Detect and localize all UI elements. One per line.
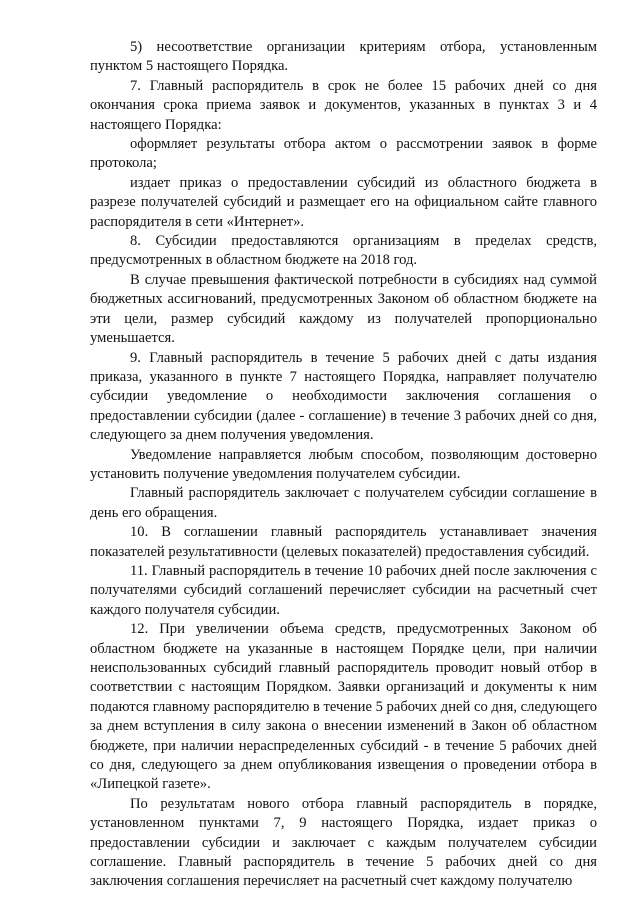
paragraph-7-protocol: оформляет результаты отбора актом о рассмотрении заявок в форме протокола; xyxy=(90,136,597,172)
paragraph-7-order: издает приказ о предоставлении субсидий из областного бюджета в разрезе получателей субсидий и размещает его на официальном сайте главного распорядителя в сети «Интернет». xyxy=(90,174,597,230)
paragraph-12-results: По результатам нового отбора главный распорядитель в порядке, установленном пунктами 7, 9 настоящего Порядка, издает приказ о предоставлении субсидии и заключает с каждым получателем субсидии соглашение. Главный распорядитель в течение 5 рабочих дней со дня заключения соглашения перечисляет на расчетный счет каждому получателю xyxy=(90,795,597,890)
document-page xyxy=(90,38,597,892)
paragraph-criteria-mismatch: 5) несоответствие организации критериям отбора, установленным пунктом 5 настоящего Порядка. xyxy=(90,39,597,75)
paragraph-10: 10. В соглашении главный распорядитель устанавливает значения показателей результативности (целевых показателей) предоставления субсидий. xyxy=(90,524,597,560)
paragraph-7: 7. Главный распорядитель в срок не более 15 рабочих дней со дня окончания срока приема заявок и документов, указанных в пунктах 3 и 4 настоящего Порядка: xyxy=(90,77,597,133)
paragraph-9: 9. Главный распорядитель в течение 5 рабочих дней с даты издания приказа, указанного в пункте 7 настоящего Порядка, направляет получателю субсидии уведомление о необходимости заключения соглашения о предоставлении субсидии (далее - соглашение) в течение 3 рабочих дней со дня, следующего за днем получения уведомления. xyxy=(90,349,597,444)
paragraph-11: 11. Главный распорядитель в течение 10 рабочих дней после заключения с получателями субсидий соглашений перечисляет субсидии на расчетный счет каждого получателя субсидии. xyxy=(90,562,597,618)
paragraph-9-agreement: Главный распорядитель заключает с получателем субсидии соглашение в день его обращения. xyxy=(90,485,597,521)
paragraph-8-excess: В случае превышения фактической потребности в субсидиях над суммой бюджетных ассигнований, предусмотренных Законом об областном бюджете на эти цели, размер субсидий каждому из получателей пропорционально уменьшается. xyxy=(90,271,597,347)
paragraph-8: 8. Субсидии предоставляются организациям в пределах средств, предусмотренных в областном бюджете на 2018 год. xyxy=(90,233,597,269)
paragraph-12: 12. При увеличении объема средств, предусмотренных Законом об областном бюджете на указанные в настоящем Порядке цели, при наличии неиспользованных субсидий главный распорядитель проводит новый отбор в соответствии с настоящим Порядком. Заявки организаций и документы к ним подаются главному распорядителю в течение 5 рабочих дней со дня, следующего за днем вступления в силу закона о внесении изменений в Закон об областном бюджете, при наличии нераспределенных субсидий - в течение 5 рабочих дней со дня, следующего за днем опубликования извещения о проведении отбора в «Липецкой газете». xyxy=(90,621,597,793)
paragraph-9-notice: Уведомление направляется любым способом, позволяющим достоверно установить получение уведомления получателем субсидии. xyxy=(90,446,597,482)
